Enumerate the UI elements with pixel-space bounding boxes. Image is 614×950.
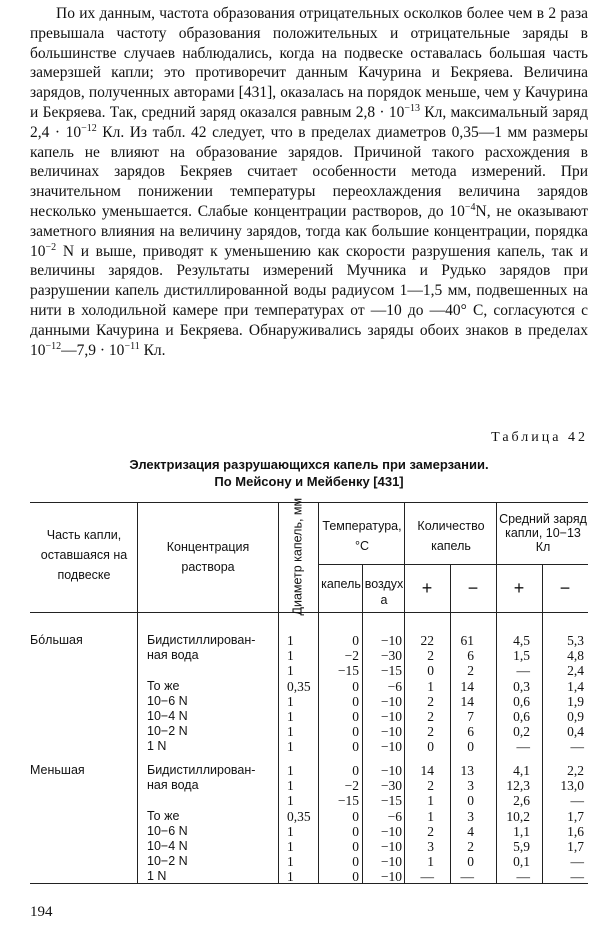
cell-qm: 13,0 [560,778,584,793]
table-row [0,694,614,709]
cell-qm: — [570,793,584,808]
cell-p: 1 [427,679,434,694]
cell-t2: −10 [380,694,402,709]
table-row [0,824,614,839]
cell-qp: 4,1 [513,763,530,778]
cell-d: 1 [287,663,294,678]
table-row [0,778,614,793]
cell-qp: — [516,869,530,884]
cell-d: 1 [287,763,294,778]
cell-conc: 10−4 N [147,709,188,723]
cell-m: 2 [467,663,474,678]
table-row [0,809,614,824]
header-count: Количество капель [417,519,485,553]
cell-qp: 5,9 [513,839,530,854]
cell-t1: 0 [352,724,359,739]
cell-conc: 10−2 N [147,854,188,868]
cell-m: 6 [467,724,474,739]
cell-p: 2 [427,724,434,739]
header-temperature: Температура, °С [322,519,402,553]
cell-qm: 1,4 [567,679,584,694]
cell-qm: 1,9 [567,694,584,709]
cell-m: 3 [467,809,474,824]
cell-conc: То же [147,679,180,693]
cell-p: 1 [427,793,434,808]
cell-qp: 0,2 [513,724,530,739]
cell-qm: 1,6 [567,824,584,839]
cell-conc: ная вода [147,778,199,792]
table-number: Таблица 42 [491,430,588,445]
cell-d: 1 [287,778,294,793]
cell-t2: −6 [387,809,402,824]
cell-t1: 0 [352,869,359,884]
cell-qp: 0,6 [513,694,530,709]
cell-p: 2 [427,824,434,839]
cell-conc: 1 N [147,869,167,883]
cell-qp: — [516,663,530,678]
cell-t1: −2 [344,778,359,793]
cell-t2: −10 [380,633,402,648]
cell-qp: 0,1 [513,854,530,869]
cell-conc: Бидистиллирован- [147,763,256,777]
cell-p: 14 [420,763,434,778]
cell-m: 4 [467,824,474,839]
cell-qm: 2,4 [567,663,584,678]
page-number: 194 [30,904,53,920]
cell-m: 14 [460,694,474,709]
table-title: Электризация разрушающихся капель при замерзании. По Мейсону и Мейбенку [431] [129,457,489,489]
table-top-rule [30,502,588,503]
temp-subheader-rule [318,564,404,565]
header-concentration: Концентрация раствора [166,540,250,574]
cell-m: 0 [467,854,474,869]
cell-d: 1 [287,854,294,869]
cell-m: 13 [460,763,474,778]
cell-qm: 0,4 [567,724,584,739]
cell-p: 2 [427,778,434,793]
cell-qm: — [570,854,584,869]
header-count-minus: − [467,578,479,598]
cell-qm: 1,7 [567,809,584,824]
cell-d: 1 [287,724,294,739]
header-charge: Средний заряд капли, 10−13 Кл [499,512,587,554]
cell-part: Бóльшая [30,633,83,647]
cell-t1: 0 [352,739,359,754]
table-row [0,854,614,869]
cell-t2: −10 [380,763,402,778]
cell-qm: 2,2 [567,763,584,778]
cell-qp: 2,6 [513,793,530,808]
cell-t2: −10 [380,739,402,754]
header-temp-air: воздуха [364,577,404,607]
cell-m: 14 [460,679,474,694]
cell-qm: — [570,739,584,754]
cell-p: 0 [427,663,434,678]
cell-t1: 0 [352,809,359,824]
cell-m: — [460,869,474,884]
cell-p: 0 [427,739,434,754]
cell-d: 1 [287,839,294,854]
cell-t2: −15 [380,793,402,808]
cell-p: 1 [427,809,434,824]
cell-d: 1 [287,869,294,884]
table-row [0,709,614,724]
cell-conc: 10−6 N [147,824,188,838]
header-count-plus: + [421,578,433,598]
cell-qp: 0,3 [513,679,530,694]
body-paragraph: По их данным, частота образования отрицательных осколков более чем в 2 раза превышала частоту образования положительных и отрицательные заряды в большинстве случаев наблюдались, когда на подвеске оставалась большая часть замерзшей капли; это противоречит данным Качурина и Бекряева. Величина зарядов, полученных авторами [431], оказалась на порядок меньше, чем у Качурина и Бекряева. Так, средний заряд оказался равным $2,8 \cdot 10^{-13}$ Кл, максимальный заряд $2,4 \cdot 10^{-12}$ Кл. Из табл. 42 следует, что в пределах диаметров 0,35—1 мм размеры капель не влияют на образование зарядов. Причиной такого расхождения в величинах зарядов Бекряев считает особенности метода измерений. При значительном понижении температуры переохлаждения величина зарядов несколько уменьшается. Слабые концентрации растворов, до $10^{-4}N$, не оказывают заметного влияния на величину зарядов, тогда как большие концентрации, порядка $10^{-2}$ N и выше, приводят к уменьшению как скорости разрушения капель, так и величины зарядов. Результаты измерений Мучника и Рудько зарядов при разрушении капель дистиллированной воды радиусом 1—1,5 мм, подвешенных на нити в холодильной камере при температурах от —10 до —40° С, согласуются с данными Качурина и Бекряева. Обнаруживались заряды обоих знаков в пределах $10^{-12}—7,9 \cdot 10^{-11}$ Кл. [30,5,588,359]
cell-p: 2 [427,694,434,709]
cell-t2: −15 [380,663,402,678]
cell-t1: 0 [352,694,359,709]
cell-d: 0,35 [287,679,311,694]
table-row [0,724,614,739]
cell-p: 1 [427,854,434,869]
cell-p: 2 [427,648,434,663]
cell-t2: −30 [380,648,402,663]
cell-t2: −10 [380,824,402,839]
cell-t1: −15 [337,793,359,808]
cell-qp: 12,3 [506,778,530,793]
cell-d: 1 [287,633,294,648]
cell-t2: −10 [380,869,402,884]
table-row [0,839,614,854]
cell-t2: −10 [380,839,402,854]
cell-t2: −10 [380,709,402,724]
cell-p: 3 [427,839,434,854]
table-row [0,739,614,754]
cell-conc: Бидистиллирован- [147,633,256,647]
cell-qp: 10,2 [506,809,530,824]
cell-t1: 0 [352,679,359,694]
cell-qp: 4,5 [513,633,530,648]
table-row [0,648,614,663]
cell-qm: 1,7 [567,839,584,854]
cell-qm: — [570,869,584,884]
cell-conc: То же [147,809,180,823]
cell-conc: 10−6 N [147,694,188,708]
cell-p: 22 [420,633,434,648]
cell-t2: −10 [380,854,402,869]
cell-p: 2 [427,709,434,724]
cell-m: 0 [467,793,474,808]
cell-m: 0 [467,739,474,754]
cell-d: 1 [287,739,294,754]
cell-t1: −2 [344,648,359,663]
table-row [0,663,614,678]
cell-qm: 4,8 [567,648,584,663]
table-row [0,679,614,694]
cell-t1: 0 [352,854,359,869]
cell-part: Меньшая [30,763,85,777]
cell-d: 1 [287,694,294,709]
cell-d: 1 [287,793,294,808]
cell-conc: ная вода [147,648,199,662]
cell-m: 2 [467,839,474,854]
cell-conc: 1 N [147,739,167,753]
cell-d: 1 [287,709,294,724]
cell-m: 3 [467,778,474,793]
cell-t1: −15 [337,663,359,678]
cell-m: 61 [460,633,474,648]
header-diameter: Диаметр капель, мм [290,497,305,616]
cell-qp: 1,1 [513,824,530,839]
header-charge-plus: + [513,578,525,598]
cell-t1: 0 [352,824,359,839]
cell-qp: — [516,739,530,754]
cell-t1: 0 [352,839,359,854]
cell-p: — [420,869,434,884]
header-part: Часть капли, оставшаяся на подвеске [40,528,128,582]
cell-t1: 0 [352,763,359,778]
cell-t1: 0 [352,709,359,724]
header-bottom-rule [30,612,588,613]
cell-d: 1 [287,824,294,839]
table-row [0,633,614,648]
cell-conc: 10−2 N [147,724,188,738]
cell-qm: 0,9 [567,709,584,724]
cell-t1: 0 [352,633,359,648]
cell-d: 1 [287,648,294,663]
table-row [0,869,614,884]
header-charge-minus: − [559,578,571,598]
cell-qp: 1,5 [513,648,530,663]
cell-m: 7 [467,709,474,724]
cell-qp: 0,6 [513,709,530,724]
cell-qm: 5,3 [567,633,584,648]
cell-d: 0,35 [287,809,311,824]
table-row [0,793,614,808]
cell-m: 6 [467,648,474,663]
cell-t2: −30 [380,778,402,793]
cell-t2: −6 [387,679,402,694]
cell-conc: 10−4 N [147,839,188,853]
header-temp-drop: капель [321,577,361,591]
cell-t2: −10 [380,724,402,739]
table-row [0,763,614,778]
